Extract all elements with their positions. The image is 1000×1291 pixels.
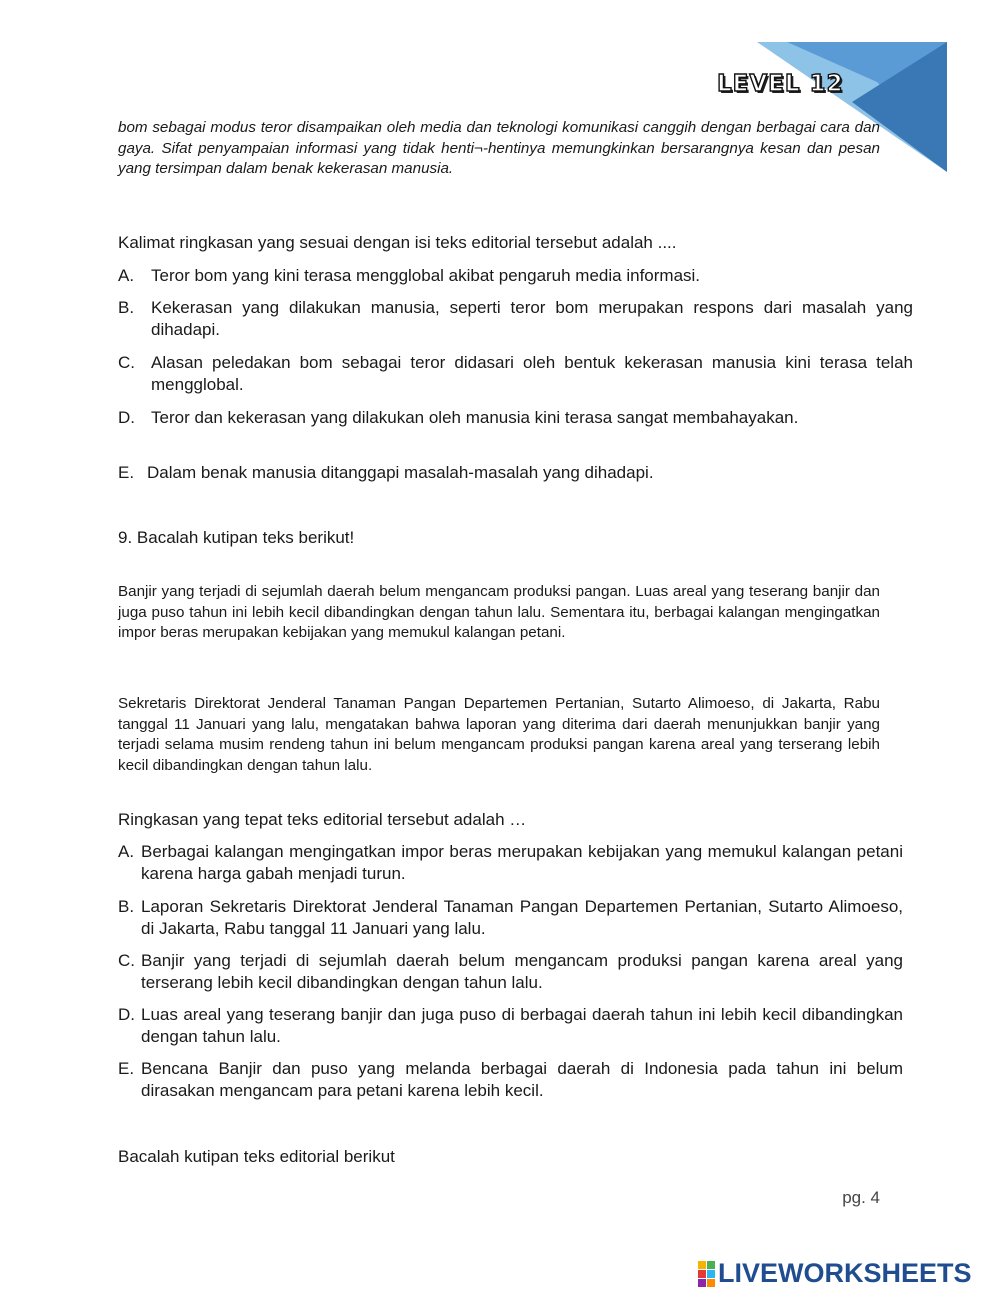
q8-option-a[interactable]: A. Teror bom yang kini terasa mengglobal akibat pengaruh media informasi. <box>118 266 701 285</box>
q9-title: 9. Bacalah kutipan teks berikut! <box>118 528 355 547</box>
q9-option-c[interactable]: C. Banjir yang terjadi di sejumlah daerah belum mengancam produksi pangan karena areal yang terserang lebih kecil dibandingkan dengan tahun lalu. <box>118 951 903 992</box>
q8-question: Kalimat ringkasan yang sesuai dengan isi teks editorial tersebut adalah .... <box>118 233 677 252</box>
q9-paragraph-2: Sekretaris Direktorat Jenderal Tanaman Pangan Departemen Pertanian, Sutarto Alimoeso, di Jakarta, Rabu tanggal 11 Januari yang lalu, mengatakan bahwa laporan yang diterima dari daerah menunjukkan banjir yang terjadi selama musim rendeng tahun ini belum mengancam produksi pangan karena areal yang terserang lebih kecil dibandingkan dengan tahun lalu. <box>118 695 880 774</box>
liveworksheets-grid-icon <box>698 1261 715 1287</box>
q9-paragraph-1: Banjir yang terjadi di sejumlah daerah belum mengancam produksi pangan. Luas areal yang teserang banjir dan juga puso tahun ini lebih kecil dibandingkan dengan tahun lalu. Sementara itu, berbagai kalangan mengingatkan impor beras merupakan kebijakan yang memukul kalangan petani. <box>118 583 880 641</box>
q9-question: Ringkasan yang tepat teks editorial tersebut adalah … <box>118 810 527 829</box>
italic-excerpt: bom sebagai modus teror disampaikan oleh media dan teknologi komunikasi canggih dengan berbagai cara dan gaya. Sifat penyampaian informasi yang tidak henti¬-hentinya memungkinkan bersarangnya kesan dan pesan yang tersimpan dalam benak kekerasan manusia. <box>118 119 880 177</box>
q8-option-d[interactable]: D. Teror dan kekerasan yang dilakukan oleh manusia kini terasa sangat membahayakan. <box>118 408 799 427</box>
next-instruction: Bacalah kutipan teks editorial berikut <box>118 1147 395 1166</box>
q9-option-d[interactable]: D. Luas areal yang teserang banjir dan juga puso di berbagai daerah tahun ini lebih kecil dibandingkan dengan tahun lalu. <box>118 1005 903 1046</box>
level-title: LEVEL 12 <box>717 71 844 97</box>
q8-option-e[interactable]: E. Dalam benak manusia ditanggapi masalah-masalah yang dihadapi. <box>118 463 654 482</box>
q8-option-c[interactable]: C. Alasan peledakan bom sebagai teror didasari oleh bentuk kekerasan manusia kini terasa telah mengglobal. <box>118 353 913 394</box>
q9-option-b[interactable]: B. Laporan Sekretaris Direktorat Jenderal Tanaman Pangan Departemen Pertanian, Sutarto Alimoeso, di Jakarta, Rabu tanggal 11 Januari yang lalu. <box>118 897 903 938</box>
q8-option-b[interactable]: B. Kekerasan yang dilakukan manusia, seperti teror bom merupakan respons dari masalah yang dihadapi. <box>118 298 913 339</box>
q9-option-e[interactable]: E. Bencana Banjir dan puso yang melanda berbagai daerah di Indonesia pada tahun ini belum dirasakan mengancam para petani karena lebih kecil. <box>118 1059 903 1100</box>
q9-option-a[interactable]: A. Berbagai kalangan mengingatkan impor beras merupakan kebijakan yang memukul kalangan petani karena harga gabah menjadi turun. <box>118 842 903 883</box>
liveworksheets-brand: LIVEWORKSHEETS <box>718 1258 972 1288</box>
liveworksheets-logo[interactable] <box>698 1258 972 1289</box>
page-number: pg. 4 <box>842 1188 880 1207</box>
